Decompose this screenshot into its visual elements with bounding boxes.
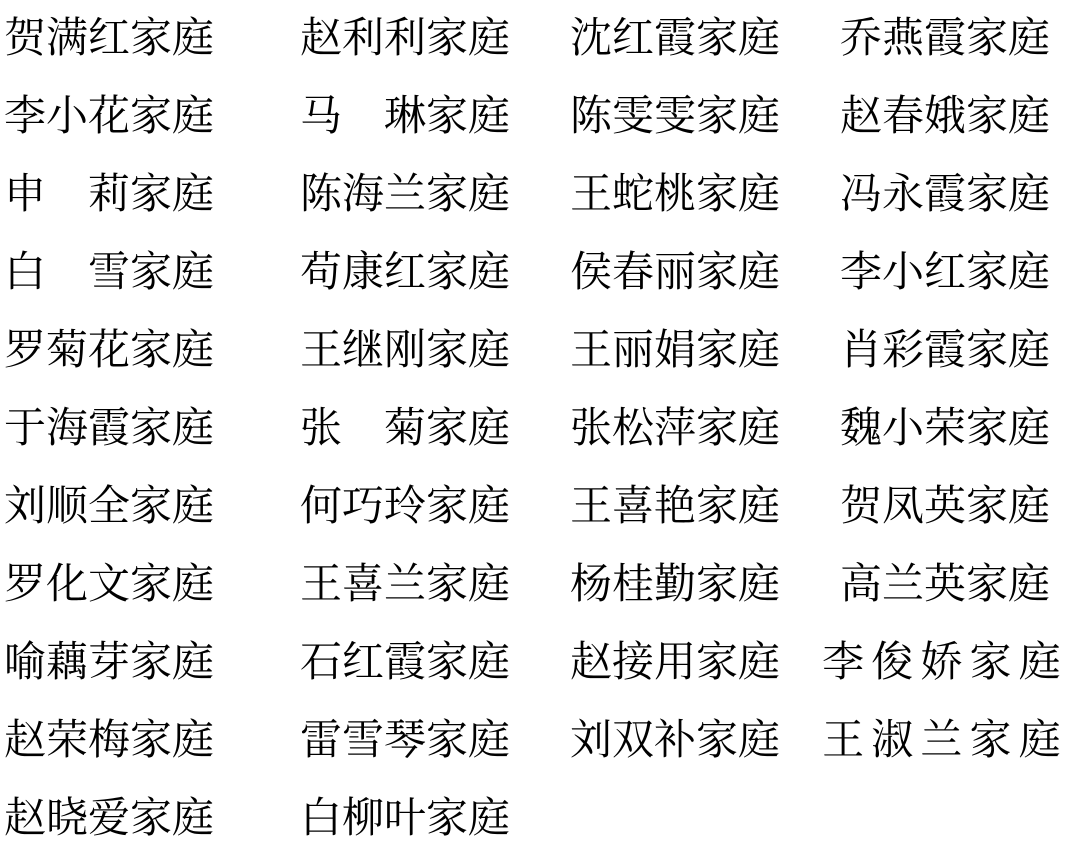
- list-item: 刘双补家庭: [569, 718, 780, 764]
- list-item: 马 琳家庭: [299, 94, 510, 140]
- list-item: 何巧玲家庭: [299, 484, 510, 530]
- list-item: 王继刚家庭: [299, 328, 510, 374]
- list-item: 肖彩霞家庭: [839, 328, 1050, 374]
- list-item: 李小花家庭: [4, 94, 215, 140]
- list-item: 赵接用家庭: [569, 640, 780, 686]
- list-item: 雷雪琴家庭: [299, 718, 510, 764]
- list-item: 申 莉家庭: [4, 172, 215, 218]
- list-item: 王喜兰家庭: [299, 562, 510, 608]
- list-item: 赵荣梅家庭: [4, 718, 215, 764]
- list-item: 贺满红家庭: [4, 16, 215, 62]
- list-item: 刘顺全家庭: [4, 484, 215, 530]
- list-item: 李小红家庭: [839, 250, 1050, 296]
- list-item: 王淑兰家庭: [822, 718, 1068, 764]
- list-item: 侯春丽家庭: [569, 250, 780, 296]
- list-item: 于海霞家庭: [4, 406, 215, 452]
- list-item: 陈雯雯家庭: [569, 94, 780, 140]
- list-item: 张 菊家庭: [299, 406, 510, 452]
- list-item: 赵晓爱家庭: [4, 796, 215, 842]
- list-item: 李俊娇家庭: [822, 640, 1068, 686]
- list-item: 白柳叶家庭: [299, 796, 510, 842]
- list-item: 赵利利家庭: [299, 16, 510, 62]
- list-item: 沈红霞家庭: [569, 16, 780, 62]
- list-item: 白 雪家庭: [4, 250, 215, 296]
- list-item: 石红霞家庭: [299, 640, 510, 686]
- list-item: 苟康红家庭: [299, 250, 510, 296]
- list-item: 冯永霞家庭: [839, 172, 1050, 218]
- list-item: 王喜艳家庭: [569, 484, 780, 530]
- list-item: 王蛇桃家庭: [569, 172, 780, 218]
- list-item: 魏小荣家庭: [839, 406, 1050, 452]
- list-item: 杨桂勤家庭: [569, 562, 780, 608]
- list-item: 高兰英家庭: [839, 562, 1050, 608]
- list-item: 喻藕芽家庭: [4, 640, 215, 686]
- list-item: 赵春娥家庭: [839, 94, 1050, 140]
- list-item: 罗化文家庭: [4, 562, 215, 608]
- list-item: 贺凤英家庭: [839, 484, 1050, 530]
- list-item: 张松萍家庭: [569, 406, 780, 452]
- list-item: 罗菊花家庭: [4, 328, 215, 374]
- list-item: 陈海兰家庭: [299, 172, 510, 218]
- list-item: 王丽娟家庭: [569, 328, 780, 374]
- list-item: 乔燕霞家庭: [839, 16, 1050, 62]
